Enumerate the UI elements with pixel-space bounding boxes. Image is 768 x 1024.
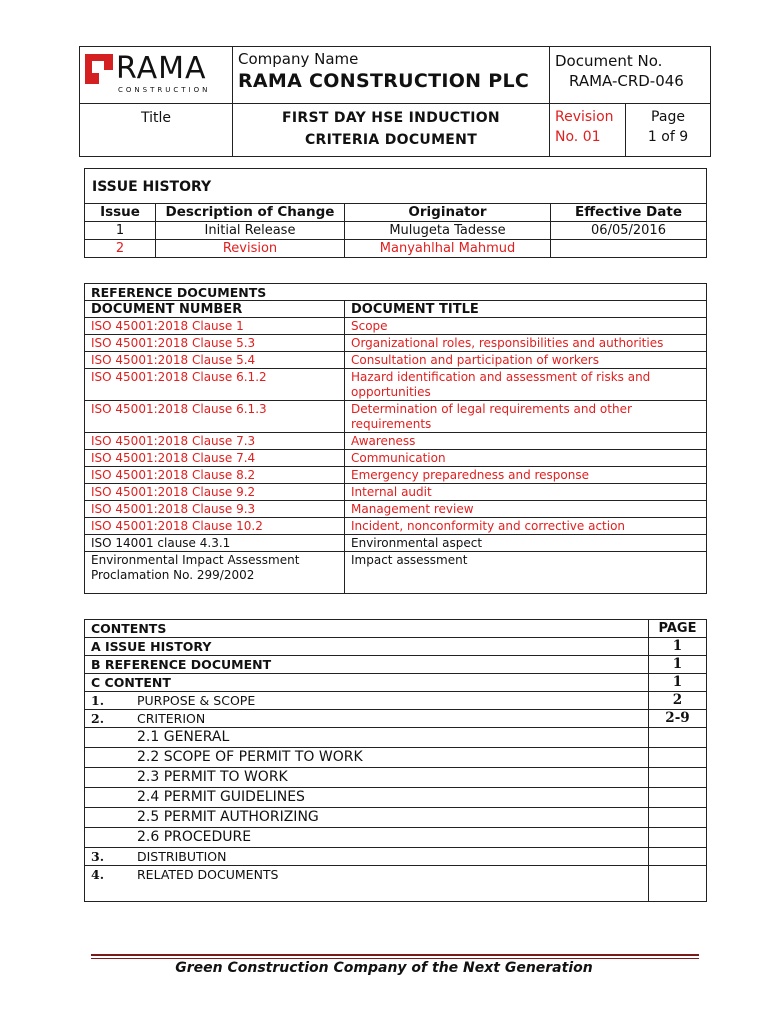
company-name: RAMA CONSTRUCTION PLC xyxy=(238,70,530,92)
contents-subentry: 2.6 PROCEDURE xyxy=(85,828,649,848)
document-header xyxy=(79,46,711,157)
document-title-line1: FIRST DAY HSE INDUCTION xyxy=(282,110,500,126)
page-cell: 1 xyxy=(649,638,707,656)
page-cell xyxy=(626,104,711,157)
table-row xyxy=(85,240,707,258)
document-number-cell: Environmental Impact Assessment Proclamation No. 299/2002 xyxy=(85,552,345,594)
description-cell: Revision xyxy=(156,240,345,258)
document-number-cell: ISO 45001:2018 Clause 6.1.2 xyxy=(85,369,345,401)
document-number-cell: ISO 45001:2018 Clause 8.2 xyxy=(85,467,345,484)
document-title-cell: Determination of legal requirements and other requirements xyxy=(345,401,707,433)
section-label: CRITERION xyxy=(137,711,206,726)
table-row xyxy=(85,467,707,484)
revision-number: No. 01 xyxy=(555,129,601,145)
document-number-cell: ISO 45001:2018 Clause 7.4 xyxy=(85,450,345,467)
section-number: 3. xyxy=(91,849,105,864)
document-number-cell: ISO 45001:2018 Clause 5.3 xyxy=(85,335,345,352)
issue-history-heading: ISSUE HISTORY xyxy=(85,169,707,204)
document-title-cell: Awareness xyxy=(345,433,707,450)
document-title-cell: Hazard identification and assessment of risks and opportunities xyxy=(345,369,707,401)
contents-entry: C CONTENT xyxy=(85,674,649,692)
contents-entry xyxy=(85,866,649,902)
table-row xyxy=(85,748,707,768)
contents-subentry: 2.4 PERMIT GUIDELINES xyxy=(85,788,649,808)
contents-subentry: 2.1 GENERAL xyxy=(85,728,649,748)
table-row xyxy=(85,433,707,450)
revision-cell xyxy=(550,104,626,157)
document-title-cell: Consultation and participation of workers xyxy=(345,352,707,369)
document-title-cell: Scope xyxy=(345,318,707,335)
table-row xyxy=(85,501,707,518)
table-row xyxy=(85,401,707,433)
contents-subentry: 2.5 PERMIT AUTHORIZING xyxy=(85,808,649,828)
column-header: Description of Change xyxy=(156,204,345,222)
logo-mark-icon xyxy=(85,54,113,84)
document-title-cell: Incident, nonconformity and corrective action xyxy=(345,518,707,535)
document-number-cell: ISO 45001:2018 Clause 9.3 xyxy=(85,501,345,518)
document-number-label: Document No. xyxy=(555,52,663,70)
table-row xyxy=(85,484,707,501)
table-row xyxy=(85,656,707,674)
column-header: DOCUMENT NUMBER xyxy=(85,301,345,318)
page-cell xyxy=(649,848,707,866)
page-cell xyxy=(649,866,707,902)
document-title xyxy=(233,104,550,157)
footer-slogan: Green Construction Company of the Next Generation xyxy=(175,960,593,976)
table-row xyxy=(85,768,707,788)
document-number-cell: ISO 45001:2018 Clause 6.1.3 xyxy=(85,401,345,433)
company-cell xyxy=(233,47,550,104)
column-header: Issue xyxy=(85,204,156,222)
table-row xyxy=(85,728,707,748)
table-row xyxy=(85,369,707,401)
issue-cell: 2 xyxy=(85,240,156,258)
table-row xyxy=(85,352,707,369)
title-label: Title xyxy=(80,104,233,157)
page-number: 1 of 9 xyxy=(647,129,689,145)
table-row xyxy=(85,638,707,656)
page-label: Page xyxy=(651,109,685,125)
page-cell: 1 xyxy=(649,656,707,674)
document-title-cell: Management review xyxy=(345,501,707,518)
page-cell: 2-9 xyxy=(649,710,707,728)
contents-entry xyxy=(85,848,649,866)
company-logo xyxy=(85,51,227,94)
contents-entry xyxy=(85,710,649,728)
page-cell: 2 xyxy=(649,692,707,710)
document-title-line2: CRITERIA DOCUMENT xyxy=(304,132,478,148)
page-cell xyxy=(649,808,707,828)
page-cell xyxy=(649,768,707,788)
issue-history-table xyxy=(84,168,707,258)
document-number-cell xyxy=(550,47,711,104)
document-number-cell: ISO 14001 clause 4.3.1 xyxy=(85,535,345,552)
logo-text: RAMA xyxy=(116,51,207,86)
issue-cell: 1 xyxy=(85,222,156,240)
footer-rule-thin xyxy=(91,958,699,959)
section-number: 4. xyxy=(91,867,105,882)
contents-subentry: 2.3 PERMIT TO WORK xyxy=(85,768,649,788)
section-label: RELATED DOCUMENTS xyxy=(137,867,279,882)
contents-subentry: 2.2 SCOPE OF PERMIT TO WORK xyxy=(85,748,649,768)
document-title-cell: Emergency preparedness and response xyxy=(345,467,707,484)
contents-rows xyxy=(85,638,707,902)
section-number: 1. xyxy=(91,693,105,708)
table-row xyxy=(85,808,707,828)
document-title-cell: Internal audit xyxy=(345,484,707,501)
table-row xyxy=(85,848,707,866)
table-row xyxy=(85,335,707,352)
contents-heading: CONTENTS xyxy=(85,620,649,638)
section-label: PURPOSE & SCOPE xyxy=(137,693,256,708)
table-row xyxy=(85,692,707,710)
table-row xyxy=(85,866,707,902)
document-number-cell: ISO 45001:2018 Clause 10.2 xyxy=(85,518,345,535)
page-cell xyxy=(649,748,707,768)
table-row xyxy=(85,710,707,728)
page-cell: 1 xyxy=(649,674,707,692)
document-number-cell: ISO 45001:2018 Clause 5.4 xyxy=(85,352,345,369)
table-row xyxy=(85,518,707,535)
document-number-cell: ISO 45001:2018 Clause 1 xyxy=(85,318,345,335)
table-row xyxy=(85,674,707,692)
date-cell xyxy=(551,240,707,258)
contents-entry: A ISSUE HISTORY xyxy=(85,638,649,656)
document-title-cell: Organizational roles, responsibilities and authorities xyxy=(345,335,707,352)
column-header: Originator xyxy=(345,204,551,222)
document-number-cell: ISO 45001:2018 Clause 9.2 xyxy=(85,484,345,501)
logo-subtext: CONSTRUCTION xyxy=(118,86,211,94)
document-title-cell: Environmental aspect xyxy=(345,535,707,552)
originator-cell: Mulugeta Tadesse xyxy=(345,222,551,240)
column-header: DOCUMENT TITLE xyxy=(345,301,707,318)
table-row xyxy=(85,222,707,240)
table-row xyxy=(85,318,707,335)
contents-entry: B REFERENCE DOCUMENT xyxy=(85,656,649,674)
revision-label: Revision xyxy=(555,109,614,125)
reference-documents-heading: REFERENCE DOCUMENTS xyxy=(85,284,707,301)
document-title-cell: Impact assessment xyxy=(345,552,707,594)
contents-entry xyxy=(85,692,649,710)
reference-documents-table xyxy=(84,283,707,594)
table-row xyxy=(85,552,707,594)
document-number: RAMA-CRD-046 xyxy=(569,72,684,90)
page-column-heading: PAGE xyxy=(649,620,707,638)
reference-rows xyxy=(85,318,707,594)
logo-cell xyxy=(80,47,233,104)
date-cell: 06/05/2016 xyxy=(551,222,707,240)
company-label: Company Name xyxy=(238,50,359,68)
footer-rule xyxy=(91,954,699,956)
originator-cell: Manyahlhal Mahmud xyxy=(345,240,551,258)
table-row xyxy=(85,535,707,552)
page-cell xyxy=(649,828,707,848)
section-label: DISTRIBUTION xyxy=(137,849,227,864)
table-row xyxy=(85,828,707,848)
document-number-cell: ISO 45001:2018 Clause 7.3 xyxy=(85,433,345,450)
page-cell xyxy=(649,728,707,748)
page-cell xyxy=(649,788,707,808)
issue-history-header-row xyxy=(85,204,707,222)
column-header: Effective Date xyxy=(551,204,707,222)
document-title-cell: Communication xyxy=(345,450,707,467)
table-row xyxy=(85,788,707,808)
section-number: 2. xyxy=(91,711,105,726)
description-cell: Initial Release xyxy=(156,222,345,240)
table-row xyxy=(85,450,707,467)
contents-table xyxy=(84,619,707,902)
